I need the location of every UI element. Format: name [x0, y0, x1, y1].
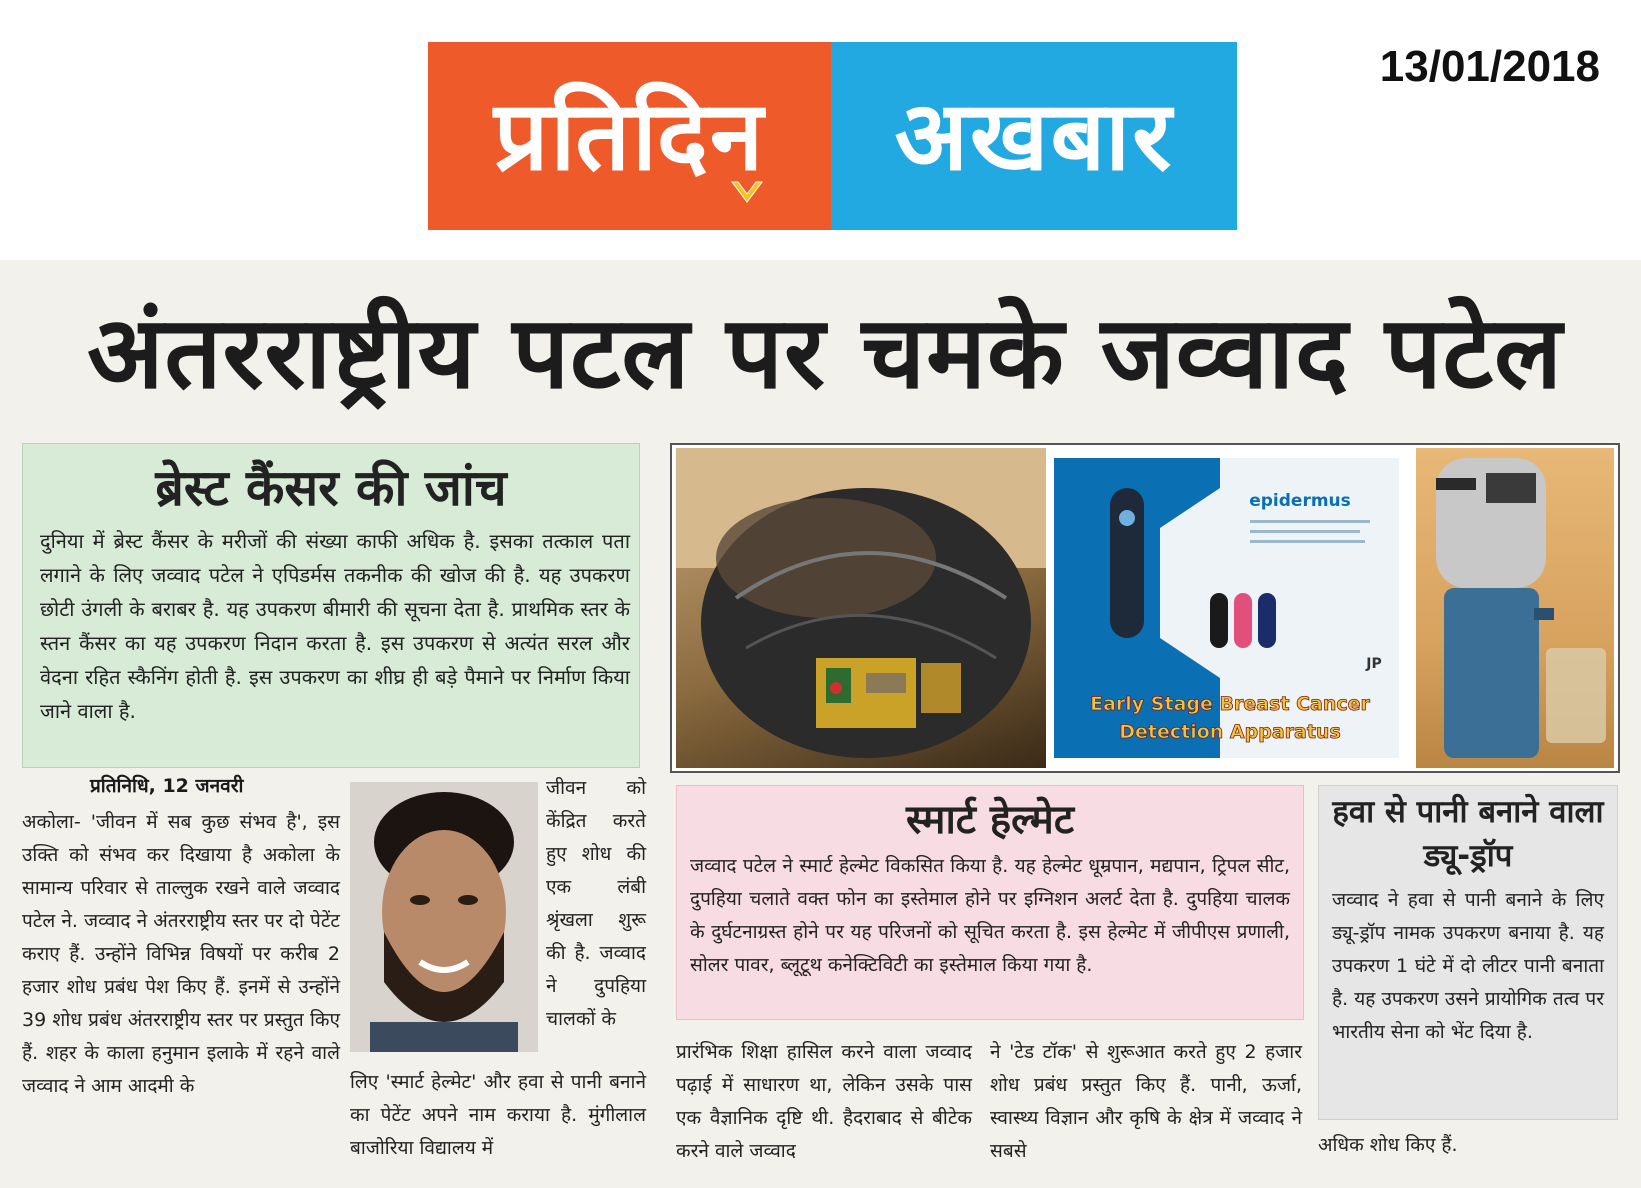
smart-helmet-body: जव्वाद पटेल ने स्मार्ट हेल्मेट विकसित किया है. यह हेल्मेट धूम्रपान, मद्यपान, ट्रिपल सीट, दुपहिया चलाते वक्त फोन का इस्तेमाल होने पर इग्निशन अलर्ट देता है. दुपहिया चालक के दुर्घटनाग्रस्त होने पर यह परिजनों को सूचित करता है. इस हेल्मेट में जीपीएस प्रणाली, सोलर पावर, ब्लूटूथ कनेक्टिविटी का इस्तेमाल किया गया है. [690, 855, 1290, 976]
article-column-4: ने 'टेड टॉक' से शुरूआत करते हुए 2 हजार शोध प्रबंध प्रस्तुत किए हैं. पानी, ऊर्जा, स्वास्थ्य विज्ञान और कृषि के क्षेत्र में जव्वाद ने सबसे [990, 1041, 1302, 1162]
main-headline: अंतरराष्ट्रीय पटल पर चमके जव्वाद पटेल [87, 294, 1563, 411]
article-column-3: प्रारंभिक शिक्षा हासिल करने वाला जव्वाद पढ़ाई में साधारण था, लेकिन उसके पास एक वैज्ञानिक दृष्टि थी. हैदराबाद से बीटेक करने वाले जव्वाद [676, 1041, 972, 1162]
smart-helmet-photo [676, 448, 1046, 768]
device-mark-text: JP [1366, 656, 1382, 672]
helmet-illustration [676, 448, 1046, 768]
portrait-illustration [350, 782, 538, 1052]
logo-left-text: प्रतिदिन [493, 80, 766, 192]
dew-drop-title: हवा से पानी बनाने वाला ड्यू-ड्रॉप [1332, 794, 1604, 874]
portrait-photo [350, 782, 538, 1052]
device-brand-text: epidermus [1249, 491, 1351, 511]
dew-drop-body: जव्वाद ने हवा से पानी बनाने के लिए ड्यू-ड्रॉप नामक उपकरण बनाया है. यह उपकरण 1 घंटे में दो लीटर पानी बनाता है. यह उपकरण उसने प्रायोगिक तत्व पर भारतीय सेना को भेंट दिया है. [1332, 889, 1604, 1043]
dew-drop-footer: अधिक शोध किए हैं. [1318, 1134, 1458, 1156]
logo-akhbar [831, 42, 1237, 230]
breast-cancer-title: ब्रेस्ट कैंसर की जांच [155, 459, 507, 517]
checkmark-icon [730, 178, 764, 204]
breast-cancer-body: दुनिया में ब्रेस्ट कैंसर के मरीजों की संख्या काफी अधिक है. इसका तत्काल पता लगाने के लिए जव्वाद पटेल ने एपिडर्मस तकनीक की खोज की है. यह उपकरण छोटी उंगली के बराबर है. यह उपकरण बीमारी की सूचना देता है. प्राथमिक स्तर के स्तन कैंसर का यह उपकरण निदान करता है. इस उपकरण से अत्यंत सरल और वेदना रहित स्कैनिंग होती है. इस उपकरण का शीघ्र ही बड़े पैमाने पर निर्माण किया जाने वाला है. [40, 529, 630, 723]
device-caption-line2: Detection Apparatus [1119, 721, 1341, 743]
epidermus-device-photo [1050, 448, 1410, 768]
dew-drop-photo [1416, 448, 1614, 768]
article-column-2-bottom: लिए 'स्मार्ट हेल्मेट' और हवा से पानी बनाने का पेटेंट अपने नाम कराया है. मुंगीलाल बाजोरिया विद्यालय में [350, 1071, 646, 1159]
article-byline: प्रतिनिधि, 12 जनवरी [90, 775, 244, 797]
publication-date: 13/01/2018 [1379, 42, 1600, 91]
dew-drop-illustration [1416, 448, 1614, 768]
article-column-2-top: जीवन को केंद्रित करते हुए शोध की एक लंबी श्रृंखला शुरू की है. जव्वाद ने दुपहिया चालकों के [546, 777, 646, 1030]
article-column-1: अकोला- 'जीवन में सब कुछ संभव है', इस उक्ति को संभव कर दिखाया है अकोला के सामान्य परिवार से ताल्लुक रखने वाले जव्वाद पटेल ने. जव्वाद ने अंतरराष्ट्रीय स्तर पर दो पेटेंट कराए हैं. उन्होंने विभिन्न विषयों पर करीब 2 हजार शोध प्रबंध पेश किए हैं. इनमें से उन्होंने 39 शोध प्रबंध अंतरराष्ट्रीय स्तर पर प्रस्तुत किए हैं. शहर के काला हनुमान इलाके में रहने वाले जव्वाद ने आम आदमी के [22, 811, 340, 1097]
logo-pratidin [428, 42, 831, 230]
logo-right-text: अखबार [894, 80, 1174, 192]
smart-helmet-title: स्मार्ट हेल्मेट [905, 797, 1075, 843]
device-illustration [1050, 448, 1410, 768]
device-caption-line1: Early Stage Breast Cancer [1090, 693, 1370, 715]
